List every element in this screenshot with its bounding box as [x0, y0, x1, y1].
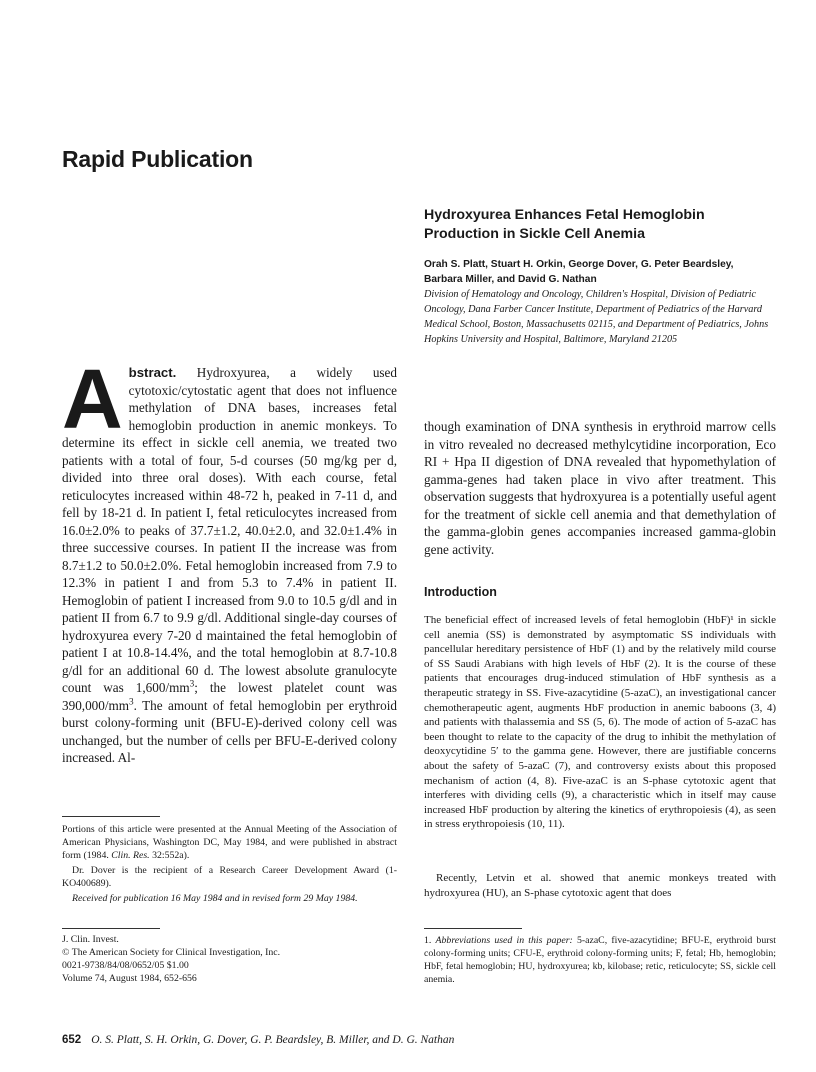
footnotes-left [62, 823, 397, 907]
copyright-block [62, 933, 397, 985]
footnote-divider-right [424, 928, 522, 929]
article-title: Hydroxyurea Enhances Fetal Hemoglobin Production in Sickle Cell Anemia [424, 207, 705, 242]
footnote-divider [62, 816, 160, 817]
received-note: Received for publication 16 May 1984 and in revised form 29 May 1984. [72, 893, 358, 904]
copyright-divider [62, 928, 160, 929]
issn-line: 0021-9738/84/08/0652/05 $1.00 [62, 960, 189, 971]
affiliation: Division of Hematology and Oncology, Children's Hospital, Division of Pediatric Oncology, Dana Farber Cancer Institute, Department of Pediatrics of the Harvard Medical School, Boston, Massachusetts 02115, and Department of Pediatrics, Johns Hopkins University and Hospital, Baltimore, Maryland 21205 [424, 289, 769, 345]
journal-abbrev: J. Clin. Invest. [62, 934, 119, 945]
abstract-text: Hydroxyurea, a widely used cytotoxic/cytostatic agent that does not influence methylation of DNA bases, increases fetal hemoglobin production in anemic monkeys. To determine its effect in sickle cell anemia, we treated two patients with a total of four, 5-d courses (50 mg/kg per d, divided into three oral doses). With each course, fetal reticulocytes increased within 48-72 h, peaked in 7-11 d, and fell by 18-21 d. In patient I, fetal reticulocytes increased from 16.0±2.0% to peaks of 37.7±1.2, 40.0±2.0, and 32.0±1.4% in three successive courses. In patient II the increase was from 8.7±1.2 to 50.0±2.0%. Fetal hemoglobin increased from 7.9 to 12.3% in patient I and from 5.3 to 7.4% in patient II. Hemoglobin of patient I increased from 9.0 to 10.5 g/dl and in patient II from 6.7 to 9.9 g/dl. Additional single-day courses of hydroxyurea every 7-20 d maintained the fetal hemoglobin of patient I at 10.8-14.4%, and the total hemoglobin at 8.7-10.8 g/dl for an additional 60 d. The lowest absolute granulocyte count was 1,600/mm [62, 365, 398, 695]
running-footer [62, 1034, 454, 1046]
volume-line: Volume 74, August 1984, 652-656 [62, 973, 197, 984]
abstract-text: ; the lowest platelet count was 390,000/mm [62, 680, 397, 713]
abstract-column-2: though examination of DNA synthesis in erythroid marrow cells in vitro revealed no decreased methylcytidine incorporation, Eco RI + Hpa II digestion of DNA revealed that hypomethylation of gamma-genes had taken place in vivo after treatment. This observation suggests that hydroxyurea is a potentially useful agent for the treatment of sickle cell anemia and that demethylation of the gamma-globin genes accompanies increased gamma-globin gene activity. [424, 419, 776, 557]
introduction-heading: Introduction [424, 585, 497, 599]
abstract-text: . The amount of fetal hemoglobin per erythroid burst colony-forming unit (BFU-E)-derived colony cell was unchanged, but the number of cells per BFU-E-derived colony increased. Al- [62, 697, 397, 765]
award-note: Dr. Dover is the recipient of a Research Career Development Award (1-KO400689). [62, 865, 397, 889]
abstract-lead: bstract. [128, 365, 177, 380]
drop-cap: A [62, 352, 123, 446]
author-block [424, 257, 774, 347]
introduction-paragraph-1: The beneficial effect of increased levels of fetal hemoglobin (HbF)¹ in sickle cell anemia (SS) is demonstrated by asymptomatic SS individuals with pancellular hereditary persistence of HbF (1) and by the relatively mild course of SS Saudi Arabians with high levels of HbF (2). It is the course of these patients that encourages drug-induced stimulation of HbF synthesis as a therapeutic strategy in SS. Five-azacytidine (5-azaC), an investigational cancer chemotherapeutic agent, augments HbF production in anemic baboons (3, 4) and patients with thalassemia and SS (5, 6). The mode of action of 5-azaC has been thought to relate to the capacity of the drug to inhibit the methylation of deoxycytidine 5′ to the gamma gene. However, there are justifiable concerns about the safety of 5-azaC (7), and controversy exists about this proposed mechanism of action (4, 8). Five-azaC is an S-phase cytotoxic agent that interferes with dividing cells (9), a characteristic which in itself may cause increased HbF production by altering the kinetics of erythropoiesis (4), as seen in stress erythropoiesis (10, 11). [424, 614, 776, 831]
superscript: 3 [189, 678, 195, 689]
section-heading: Rapid Publication [62, 146, 253, 172]
superscript: 3 [129, 696, 134, 707]
abstract-column-1 [62, 352, 398, 767]
introduction-paragraph-2: Recently, Letvin et al. showed that anemic monkeys treated with hydroxyurea (HU), an S-phase cytotoxic agent that does [424, 872, 776, 899]
copyright-line: © The American Society for Clinical Investigation, Inc. [62, 947, 281, 958]
running-authors: O. S. Platt, S. H. Orkin, G. Dover, G. P. Beardsley, B. Miller, and D. G. Nathan [91, 1034, 455, 1046]
abbreviations-footnote: 1. Abbreviations used in this paper: 5-azaC, five-azacytidine; BFU-E, erythroid burst colony-forming units; CFU-E, erythroid colony-forming units; F, fetal; Hb, hemoglobin; HbF, fetal hemoglobin; HU, hydroxyurea; kb, kilobase; retic, reticulocyte; SS, sickle cell anemia. [424, 935, 777, 985]
page-number: 652 [62, 1034, 82, 1046]
presentation-note: Portions of this article were presented at the Annual Meeting of the Association of American Physicians, Washington DC, May 1984, and were published in abstract form (1984. Clin. Res. 32:552a). [62, 824, 397, 861]
author-names: Orah S. Platt, Stuart H. Orkin, George Dover, G. Peter Beardsley, Barbara Miller, and David G. Nathan [424, 259, 734, 285]
